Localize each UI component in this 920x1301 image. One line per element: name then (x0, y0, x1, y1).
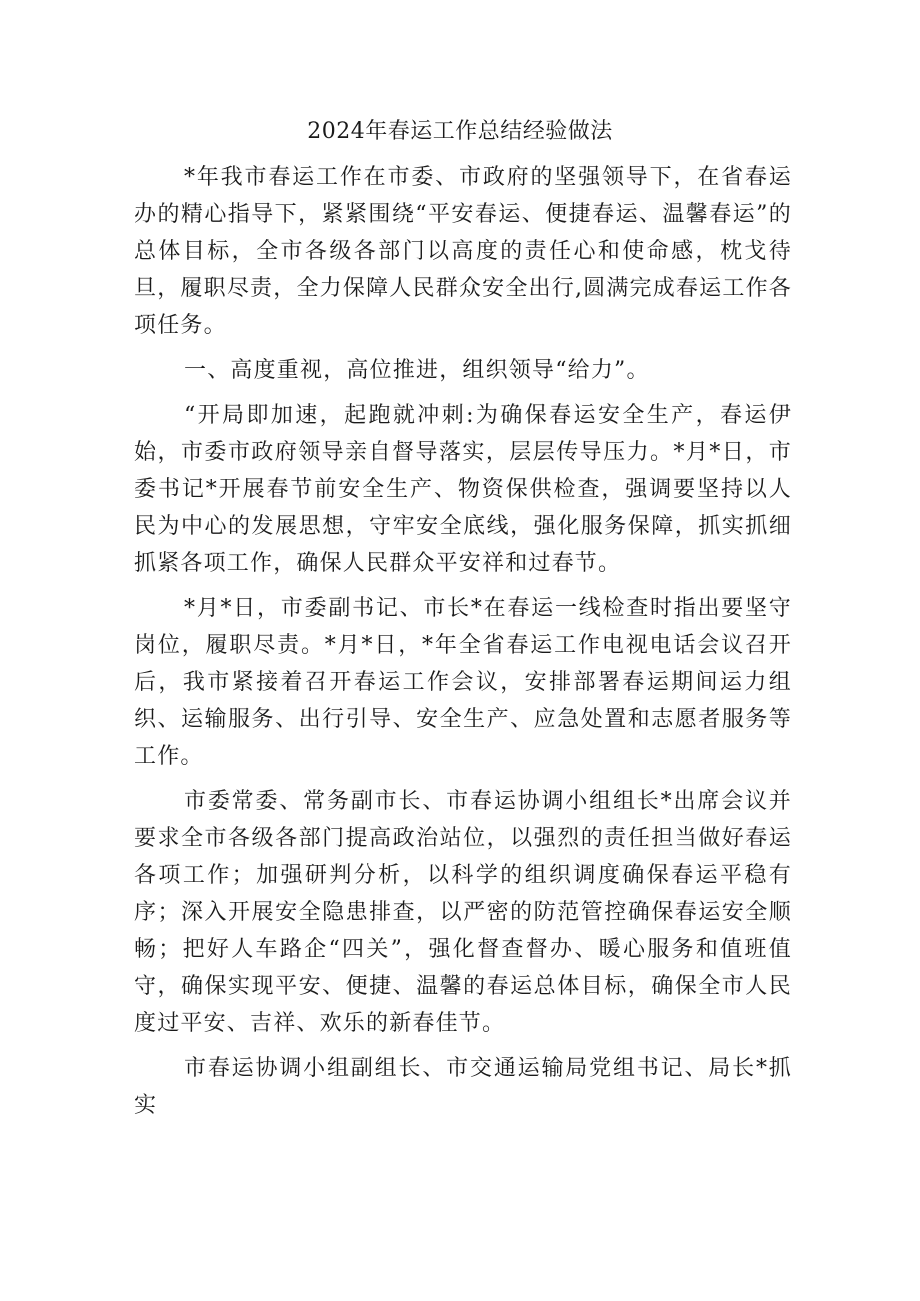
paragraph-3: 市委常委、常务副市长、市春运协调小组组长*出席会议并要求全市各级各部门提高政治站位，以强烈的责任担当做好春运各项工作；加强研判分析，以科学的组织调度确保春运平稳有序；深入开展安全隐患排查，以严密的防范管控确保春运安全顺畅；把好人车路企“四关”，强化督查督办、暖心服务和值班值守，确保实现平安、便捷、温馨的春运总体目标，确保全市人民度过平安、吉祥、欢乐的新春佳节。 (134, 789, 792, 1036)
paragraph-1: “开局即加速，起跑就冲刺:为确保春运安全生产，春运伊始，市委市政府领导亲自督导落实，层层传导压力。*月*日，市委书记*开展春节前安全生产、物资保供检查，强调要坚持以人民为中心的发展思想，守牢安全底线，强化服务保障，抓实抓细抓紧各项工作，确保人民群众平安祥和过春节。 (134, 403, 792, 576)
section-heading-1: 一、高度重视，高位推进，组织领导“给力”。 (184, 358, 650, 383)
document-title: 2024年春运工作总结经验做法 (307, 119, 613, 144)
paragraph-intro: *年我市春运工作在市委、市政府的坚强领导下，在省春运办的精心指导下，紧紧围绕“平安春运、便捷春运、温馨春运”的总体目标，全市各级各部门以高度的责任心和使命感，枕戈待旦，履职尽责，全力保障人民群众安全出行,圆满完成春运工作各项任务。 (134, 165, 792, 338)
paragraph-2: *月*日，市委副书记、市长*在春运一线检查时指出要坚守岗位，履职尽责。*月*日，*年全省春运工作电视电话会议召开后，我市紧接着召开春运工作会议，安排部署春运期间运力组织、运输服务、出行引导、安全生产、应急处置和志愿者服务等工作。 (134, 596, 792, 769)
document-body (134, 159, 792, 1124)
paragraph-4: 市春运协调小组副组长、市交通运输局党组书记、局长*抓实 (134, 1056, 792, 1118)
